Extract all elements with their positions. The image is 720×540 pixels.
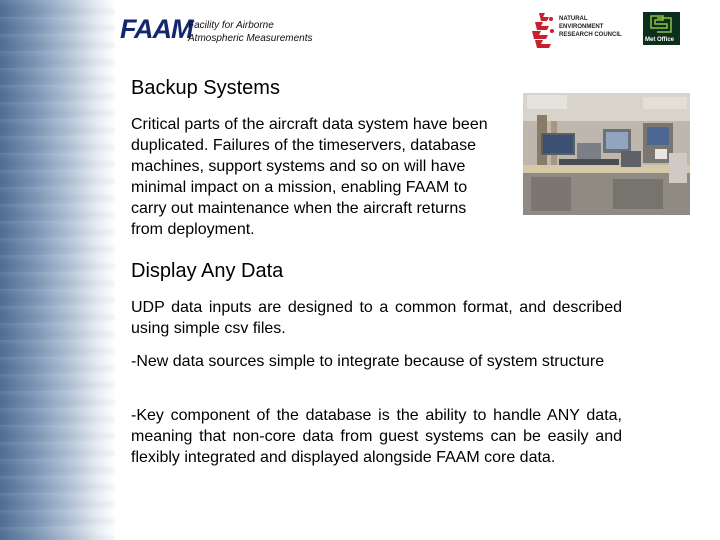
met-office-logo [643,12,680,45]
display-para-2: -New data sources simple to integrate because of system structure [131,353,605,370]
met-office-logo-icon [643,12,680,36]
nerc-line-2: ENVIRONMENT [559,24,604,30]
side-decorative-streaks [0,0,115,540]
tagline-line-1: Facility for Airborne [188,20,274,31]
nerc-text [559,15,622,39]
met-office-text: Met Office [645,37,675,43]
nerc-line-1: NATURAL [559,16,588,22]
nerc-line-3: RESEARCH COUNCIL [559,32,622,38]
display-para-1: UDP data inputs are designed to a common format, and described using simple csv files. [131,299,622,337]
backup-body: Critical parts of the aircraft data system have been duplicated. Failures of the timeservers, database machines, support systems and so on will have minimal impact on a mission, enabling FAAM to carry out maintenance when the aircraft returns from deployment. [131,116,488,238]
nerc-logo-icon [529,11,557,49]
computer-lab-photo [523,93,690,215]
display-heading: Display Any Data [131,260,284,282]
display-para-3: -Key component of the database is the ability to handle ANY data, meaning that non-core data from guest systems can be easily and flexibly integrated and displayed alongside FAAM core data. [131,407,622,466]
tagline-line-2: Atmospheric Measurements [188,33,313,44]
faam-logo: FAAM [120,14,193,44]
lab-photo [523,93,690,215]
faam-tagline [188,19,313,45]
backup-heading: Backup Systems [131,77,280,99]
nerc-logo [529,11,639,49]
